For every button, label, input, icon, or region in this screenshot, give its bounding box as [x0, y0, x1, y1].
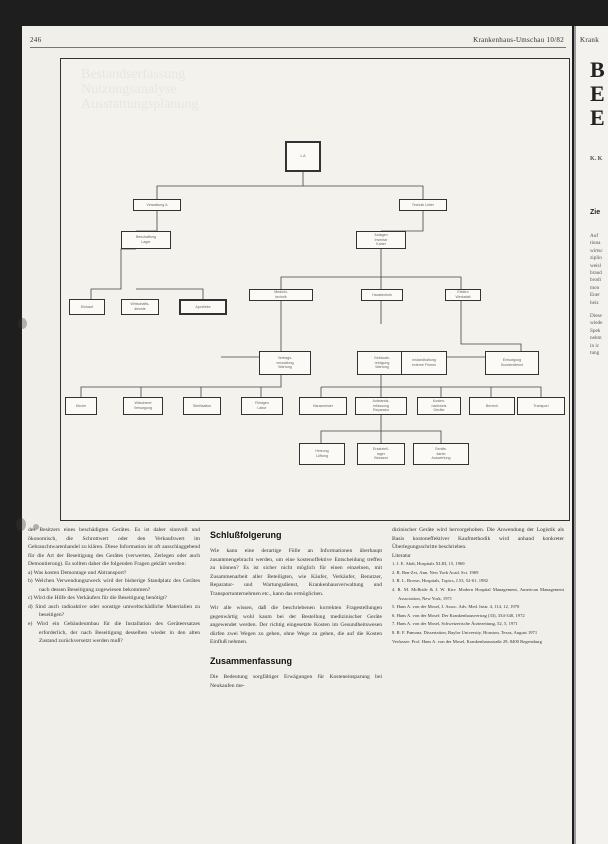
org-chart-node-label: Geräte [433, 408, 445, 413]
org-chart-node-label: Kartei [376, 242, 386, 247]
org-chart-node-label: Elektro [457, 290, 469, 295]
organization-chart-figure [60, 58, 570, 521]
adjacent-running-header: Krank [580, 36, 599, 44]
paragraph: des Besitzers eines beschädigten Gerätes. Es ist daher sinnvoll und ökonomisch, die Schrottwert oder den Verkaufswert im Gebrauchtwarenhandel zu klären. Diese Information ist oft ausschlaggebend für die Art der Beseitigung des Gerätes (verwerten, Zerlegen oder auch Demontierung). Es sollten daher die folgenden Fragen geklärt werden: [28, 527, 200, 568]
reference-item: 6. Hans A. von der Mosel: Der Krankenhausvertrag (33), 334-340, 1972 [392, 612, 525, 618]
question-b: b) Welchen Verwendungszweck wird der bisherige Standplatz des Gerätes nach dessen Beseitigung zugewiesen bekommen? [28, 578, 200, 593]
org-chart-node [241, 397, 283, 415]
org-chart-node-label: Aufwands- [372, 399, 390, 404]
org-chart-node-label: externe Firmen [411, 363, 437, 367]
org-chart-node [417, 397, 461, 415]
org-chart-node-label: lager [376, 451, 385, 456]
org-chart-node-label: Ersatzteil- [373, 447, 389, 452]
org-chart-node-label: Wäscherei [134, 401, 152, 406]
adjacent-text-fragment: Spek [590, 327, 601, 334]
faded-figure-title: Bestandserfassung Nutzungsanalyse Ausstattungsplanung [81, 67, 199, 112]
reference-list [392, 560, 564, 646]
org-chart-node-label: dienste [134, 307, 146, 311]
print-mark [18, 318, 27, 329]
org-chart-node [183, 397, 221, 415]
literature-heading: Literatur [392, 552, 411, 559]
adjacent-text-fragment: braud [590, 270, 602, 276]
org-chart-node-label: erfassung [373, 403, 389, 408]
org-chart-node-label: Entsorgung [502, 358, 522, 363]
running-header: Krankenhaus-Umschau 10/82 [473, 36, 564, 44]
question-c: c) Wird die Hilfe des Verkäufers für die Beseitigung benötigt? [28, 595, 167, 602]
org-chart-node [399, 199, 447, 211]
org-chart-node-label: Einkauf [81, 304, 93, 309]
text-column-1 [28, 526, 200, 646]
org-chart-node-label: technik [275, 295, 287, 299]
org-chart-node-label: Versorgung [133, 406, 153, 410]
print-mark [33, 524, 39, 530]
adjacent-text-fragment: ziplin [590, 255, 602, 262]
org-chart-node-label: Kundendienst [501, 363, 523, 367]
org-chart-node-label: Lager [141, 240, 151, 244]
org-chart-node-label: Kosten- [432, 399, 446, 404]
org-chart-node-label: Inventar [374, 237, 388, 242]
org-chart-node-label: Reparatur [373, 408, 389, 413]
org-chart-node-label: reinigung [374, 360, 390, 365]
org-chart-node [121, 231, 171, 249]
adjacent-text-fragment: Ener [590, 292, 600, 299]
paragraph: Wie kann eine derartige Fülle an Informationen überhaupt zusammengebracht werden, um eine kostenoffektive Entscheidung treffen zu können? Es ist sicher nicht möglich für einen einzelnen, mit Zusammenarbeit aller Beteiligten, wie Käufer, Verkäufer, Benutzer, Reparatur- und Wartungsdienst, Krankenhausverwaltung und Transportunternehmen etc., kann das ermöglichen. [210, 548, 382, 597]
org-chart-node [355, 397, 407, 415]
reference-item: 3. R. L. Brown, Hospitals, Topics, J.53, 52-61, 1982 [392, 578, 488, 584]
org-chart-node-label: Technik Leiter [411, 202, 435, 207]
reference-item: 8. R. F. Pamona, Dissertation, Baylor University, Houston, Texas, August 1971 [392, 629, 538, 635]
adjacent-text-fragment: mon [590, 284, 600, 291]
org-chart-node [285, 141, 321, 172]
org-chart-node-label: Labor [257, 406, 267, 410]
org-chart-node [179, 299, 227, 315]
org-chart-node [413, 443, 469, 465]
org-chart-node [299, 443, 345, 465]
adjacent-text-fragment: Auf [590, 233, 599, 239]
org-chart-node-label: Bereich [485, 403, 499, 408]
org-chart-node-label: Anlagen [374, 233, 388, 238]
adjacent-text-fragment: Diese [590, 313, 602, 319]
adjacent-text-fragment: in ic [590, 342, 600, 349]
org-chart-node [299, 397, 347, 415]
reference-item: 2. R. Ben-Zvi, Ann. New York Acad. Sci. 1969 [392, 569, 479, 575]
org-chart-node [133, 199, 181, 211]
org-chart-node-label: kartei [436, 451, 446, 456]
reference-item: 4. R. M. McBride & J. W. Kirr: Modern Hospital Management, American Management Association, New York, 1971 [392, 586, 564, 601]
adjacent-title-letter: E [590, 81, 605, 106]
org-chart-node [357, 351, 407, 375]
print-mark [16, 518, 26, 531]
org-chart-node [123, 397, 163, 415]
reference-item: Verfasser: Prof. Hans A. von der Mosel, Krankenhausstraße 29, 8400 Regensburg [392, 638, 542, 644]
org-chart-node-label: Instandhaltung [412, 358, 436, 363]
org-chart-node [445, 289, 481, 301]
org-chart-node-label: Lüftung [316, 454, 328, 458]
question-a: a) Was kosten Demontage und Abtransport? [28, 569, 127, 576]
adjacent-text-fragment: heiz [590, 299, 599, 306]
paragraph: Wir alle wissen, daß die beschriebenen korrekten Fragestellungen gegenwärtig wohl kaum bei der Bestellung medizinischer Geräte angewendet werden. Der richtig eingesetzte Kosten im Gesundheitswesen dürfen zwei Wegen zu gehen, ohne Wege zu gehen, die auf die Kosten Einfluß nehmen. [210, 605, 382, 646]
adjacent-text-fragment: weisl [590, 262, 601, 269]
org-chart-node [69, 299, 105, 315]
org-chart-node-label: Medizin- [274, 290, 288, 295]
org-chart-node-label: Vertrags- [277, 356, 293, 361]
org-chart-node-label: Wartung [375, 365, 389, 370]
adjacent-title-letter: E [590, 105, 605, 130]
question-d: d) Sind auch radioaktive oder sonstige umweltschädliche Materialien zu beseitigen? [28, 603, 200, 619]
org-chart-node-label: Heizung [315, 449, 329, 454]
adjacent-text-fragment: tiona [590, 240, 601, 247]
adjacent-text-fragment: nehm [590, 335, 602, 342]
org-chart-node-label: Werkstatt [455, 295, 471, 299]
org-chart-node [121, 299, 159, 315]
org-chart-node-label: Apotheke [195, 304, 211, 309]
reference-item: 5. Hans A. von der Mosel, J. Assoc. Adv. Med. Instr. 4, 114, 12, 1970 [392, 604, 520, 610]
text-column-3 [392, 526, 564, 646]
org-chart-node-label: Röntgen [255, 401, 269, 406]
page-number: 246 [30, 36, 42, 44]
org-chart-node [357, 443, 405, 465]
reference-item: 7. Hans A. von der Mosel, Schweizerische Ärztezeitung, 52, 5, 1971 [392, 621, 518, 627]
adjacent-text-fragment: wirtsc [590, 247, 603, 254]
org-chart-node-label: Auswertung [431, 456, 451, 461]
text-column-2 [210, 529, 382, 690]
org-chart-node-label: Verwaltung A [146, 202, 168, 207]
header-rule [30, 47, 566, 48]
org-chart-node [361, 289, 403, 301]
org-chart-node-label: Transport [533, 403, 549, 408]
org-chart-node-label: Wartung [278, 365, 292, 370]
org-chart-node-label: Wirtschafts- [130, 302, 150, 307]
org-chart-node [401, 351, 447, 375]
org-chart-node-label: Küche [75, 403, 87, 408]
org-chart-node-label: Hausmeister [312, 403, 334, 408]
org-chart-node [65, 397, 97, 415]
org-chart-node-label: Sterilisation [192, 403, 212, 408]
paragraph: Die Bedeutung sorgfältiger Erwägungen für Kosteneinsparung bei Neukaufen me- [210, 674, 382, 689]
question-e: e) Wird ein Gebäudeumbau für die Installation des Geräteersatzes erforderlich, der nach Beseitigung desselben wieder in den alten Zustand zurückversetzt werden muß? [28, 621, 200, 645]
org-chart-node [356, 231, 406, 249]
org-chart-node-label: Haustechnik [372, 292, 392, 297]
org-chart-node-label: verwaltung [276, 360, 294, 365]
org-chart-node-label: Beschaffung [136, 235, 156, 240]
section-heading-zusammenfassung: Zusammenfassung [210, 656, 293, 667]
org-chart-node [469, 397, 515, 415]
adjacent-text-fragment: wiede [590, 320, 603, 327]
org-chart-node [485, 351, 539, 375]
org-chart-node [249, 289, 313, 301]
reference-item: 1. J. E. Abdt, Hospitals XLIII, 15, 1969 [392, 561, 465, 567]
adjacent-author: K. K [590, 156, 603, 162]
adjacent-text-fragment: tung [590, 350, 600, 356]
document-page [22, 26, 572, 844]
adjacent-title-letter: B [590, 57, 605, 82]
org-chart-node-label: L A [300, 154, 306, 159]
adjacent-section-heading: Zie [590, 209, 601, 216]
paragraph: dizinischer Geräte wird hervorgehoben. Die Anwendung der Logistik als Basis kostoneffektiver Kaufmethodik wird anhand konkreter Überlegungsschritte beschrieben. [392, 527, 564, 551]
org-chart-node-label: Bestand [374, 456, 388, 461]
adjacent-text-fragment: brodi [590, 277, 601, 284]
org-chart-node [517, 397, 565, 415]
section-heading-schlussfolgerung: Schlußfolgerung [210, 530, 282, 540]
org-chart-node-label: Gebäude- [374, 356, 390, 361]
org-chart-node-label: Geräte- [434, 447, 448, 452]
adjacent-page-edge [574, 26, 608, 844]
org-chart-node [259, 351, 311, 375]
org-chart-node-label: nachweis [431, 403, 447, 408]
